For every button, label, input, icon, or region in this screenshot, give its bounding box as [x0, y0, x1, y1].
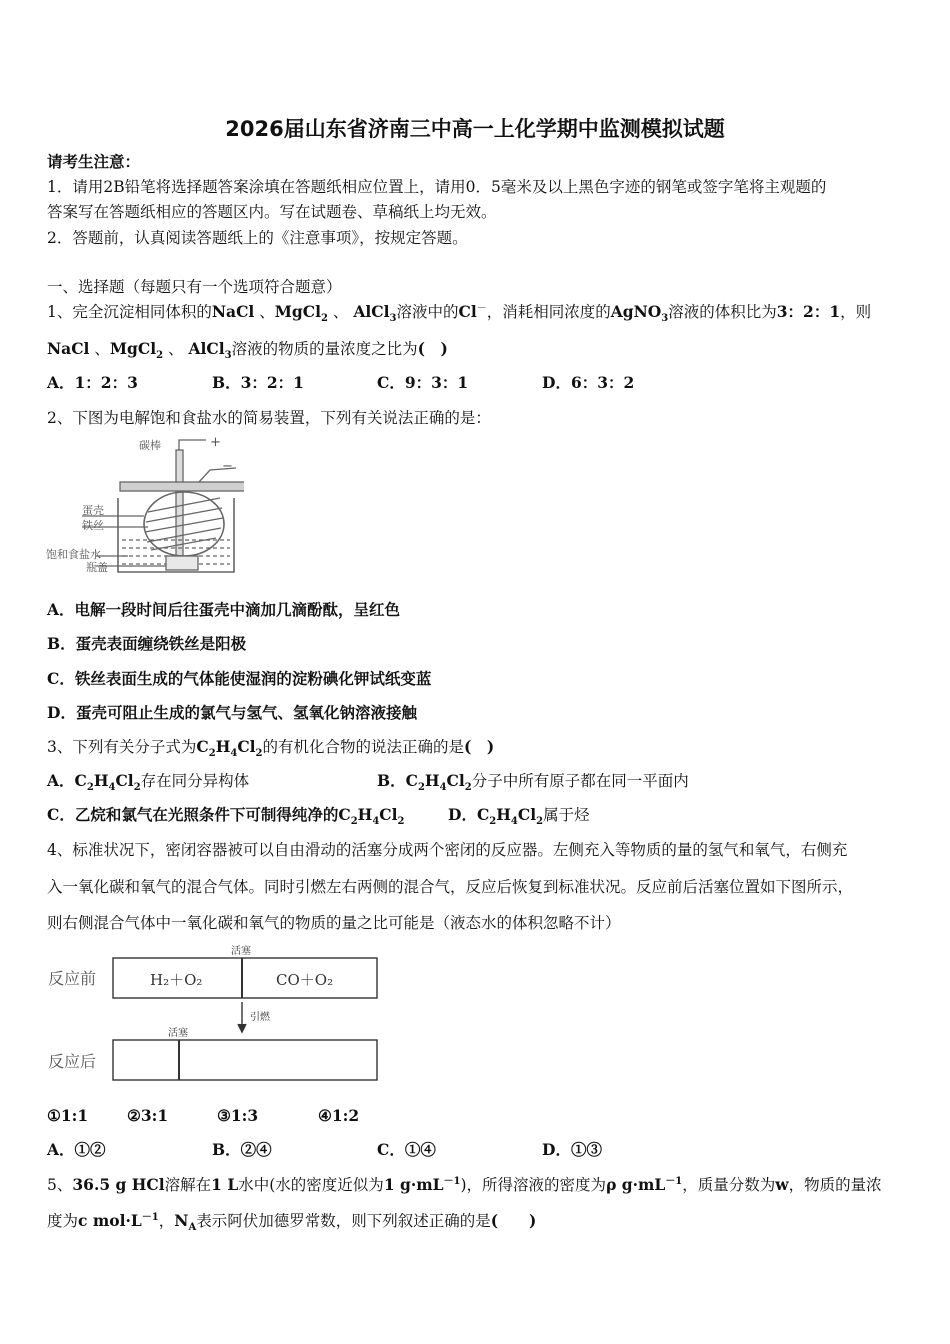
q1-option-c: C．9：3：1 — [377, 373, 469, 392]
q3-option-d: D．$C_2H_4Cl_2$属于烃 — [448, 805, 590, 828]
q2-option-c: C．铁丝表面生成的气体能使湿润的淀粉碘化钾试纸变蓝 — [47, 669, 432, 688]
section-heading: 一、选择题（每题只有一个选项符合题意） — [47, 278, 342, 296]
q3-option-b: B．$C_2H_4Cl_2$分子中所有原子都在同一平面内 — [377, 771, 689, 794]
label-minus: − — [222, 459, 233, 474]
q5-stem-line-1: 5、36.5 g HCl溶解在1 L水中(水的密度近似为1 $g\cdot mL^{-1}$)，所得溶液的密度为ρ $g\cdot mL^{-1}$，质量分数为w，物质的量浓 — [47, 1175, 882, 1194]
q1-option-d: D．6：3：2 — [542, 373, 635, 392]
q4-option-b: B．②④ — [212, 1140, 272, 1159]
q1-stem-line-1: 1、完全沉淀相同体积的NaCl 、MgCl$_2$ 、 AlCl$_3$溶液中的Cl－，消耗相同浓度的AgNO$_3$溶液的体积比为3：2：1，则 — [47, 302, 872, 325]
label-dish: 瓶盖 — [86, 561, 108, 574]
label-right-gas: CO＋O₂ — [276, 971, 334, 989]
q4-choice-3: ③1:3 — [217, 1106, 259, 1125]
q4-stem-line-2: 入一氧化碳和氧气的混合气体。同时引燃左右两侧的混合气，反应后恢复到标准状况。反应前后活塞位置如下图所示， — [47, 878, 854, 896]
q5-stem-line-2: 度为c $mol\cdot L^{-1}$，$N_A$表示阿伏加德罗常数，则下列叙述正确的是( ) — [47, 1211, 537, 1234]
notice-line-3: 2．答题前，认真阅读答题纸上的《注意事项》，按规定答题。 — [47, 229, 468, 247]
q4-option-c: C．①④ — [377, 1140, 436, 1159]
q2-option-d: D．蛋壳可阻止生成的氯气与氢气、氢氧化钠溶液接触 — [47, 703, 417, 722]
ignite-arrow-head — [238, 1024, 246, 1032]
notice-heading: 请考生注意： — [47, 152, 141, 171]
notice-line-2: 答案写在答题纸相应的答题区内。写在试题卷、草稿纸上均无效。 — [47, 203, 497, 221]
q1-stem-line-2: NaCl 、MgCl$_2$ 、 AlCl$_3$溶液的物质的量浓度之比为( ) — [47, 339, 448, 362]
label-brine: 饱和食盐水 — [46, 548, 101, 561]
label-left-gas: H₂＋O₂ — [150, 971, 203, 989]
q4-choice-2: ②3:1 — [127, 1106, 169, 1125]
carbon-rod-wire — [179, 440, 206, 450]
lid-plate — [120, 482, 244, 491]
q4-choice-1: ①1:1 — [47, 1106, 89, 1125]
iron-wire-coil — [145, 498, 223, 550]
eggshell — [144, 492, 224, 556]
q3-stem: 3、下列有关分子式为$C_2H_4Cl_2$的有机化合物的说法正确的是( ) — [47, 737, 495, 760]
q2-stem: 2、下图为电解饱和食盐水的简易装置，下列有关说法正确的是： — [47, 409, 491, 427]
label-plus: + — [210, 435, 221, 450]
label-carbon-rod: 碳棒 — [139, 439, 161, 452]
page-title: 2026届山东省济南三中高一上化学期中监测模拟试题 — [225, 117, 725, 141]
label-ignite: 引燃 — [250, 1012, 270, 1023]
q4-option-a: A．①② — [47, 1140, 106, 1159]
q2-option-b: B．蛋壳表面缠绕铁丝是阳极 — [47, 634, 247, 653]
label-iron-wire: 铁丝 — [82, 519, 104, 532]
electrolysis-apparatus-figure — [44, 432, 244, 582]
q1-option-a: A．1：2：3 — [47, 373, 138, 392]
q4-stem-line-3: 则右侧混合气体中一氧化碳和氧气的物质的量之比可能是（液态水的体积忽略不计） — [47, 914, 621, 932]
q4-stem-line-1: 4、标准状况下，密闭容器被可以自由滑动的活塞分成两个密闭的反应器。左侧充入等物质的量的氢气和氧气，右侧充 — [47, 841, 848, 859]
q4-option-d: D．①③ — [542, 1140, 602, 1159]
label-piston-after: 活塞 — [168, 1028, 188, 1039]
q1-option-b: B．3：2：1 — [212, 373, 304, 392]
notice-line-1: 1．请用2B铅笔将选择题答案涂填在答题纸相应位置上，请用0．5毫米及以上黑色字迹的钢笔或签字笔将主观题的 — [47, 178, 827, 196]
piston-reaction-figure — [44, 940, 384, 1088]
label-after: 反应后 — [48, 1052, 97, 1071]
dish — [166, 556, 198, 570]
label-eggshell: 蛋壳 — [82, 504, 104, 517]
q4-choice-4: ④1:2 — [318, 1106, 360, 1125]
label-piston-before: 活塞 — [231, 946, 251, 957]
q3-option-a: A．$C_2H_4Cl_2$存在同分异构体 — [47, 771, 250, 794]
container-after — [113, 1040, 377, 1080]
q3-option-c: C．乙烷和氯气在光照条件下可制得纯净的$C_2H_4Cl_2$ — [47, 805, 405, 828]
label-before: 反应前 — [48, 969, 97, 988]
q2-option-a: A．电解一段时间后往蛋壳中滴加几滴酚酞，呈红色 — [47, 600, 401, 619]
